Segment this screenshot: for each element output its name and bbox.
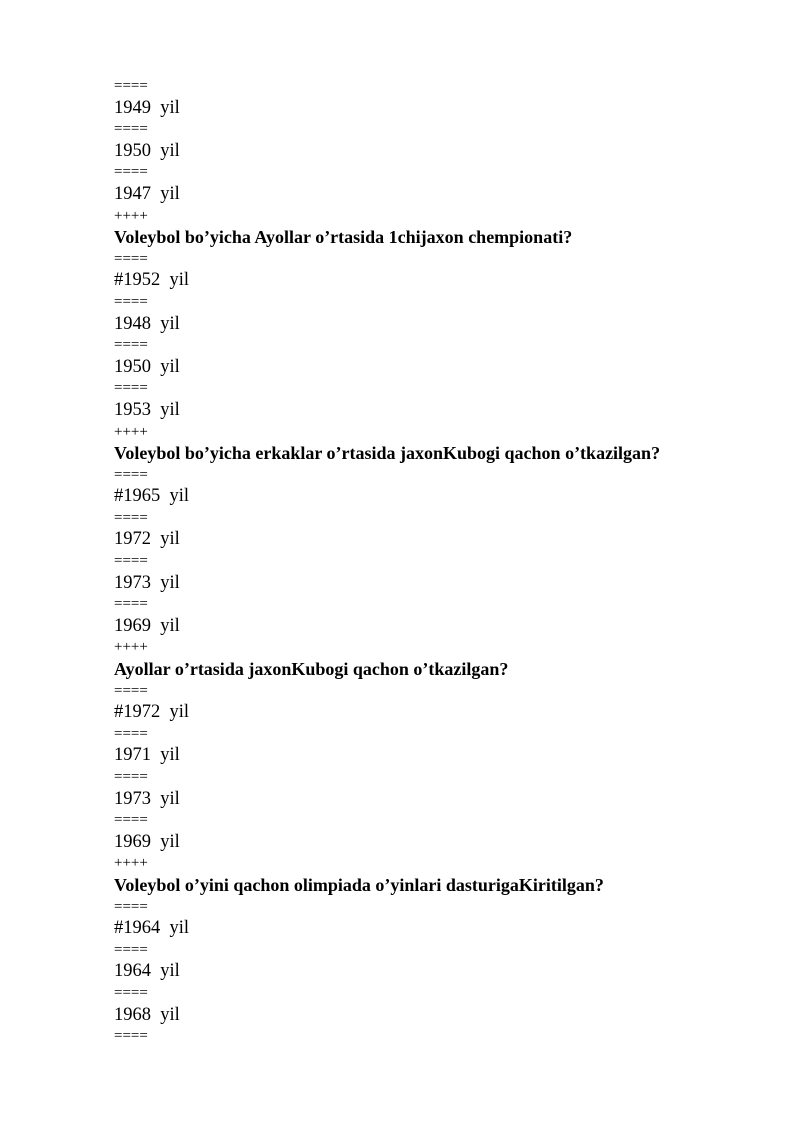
option-separator: ====	[114, 337, 148, 354]
option-separator: ====	[114, 898, 148, 915]
option-separator: ====	[114, 553, 148, 570]
option-separator: ====	[114, 509, 148, 526]
option-separator: ====	[114, 984, 148, 1001]
answer-option: 1972 yil	[114, 529, 180, 550]
answer-option: 1947 yil	[114, 183, 180, 204]
answer-option: #1972 yil	[114, 702, 190, 723]
option-separator: ====	[114, 121, 148, 138]
option-separator: ====	[114, 596, 148, 613]
answer-option: 1949 yil	[114, 97, 180, 118]
option-separator: ====	[114, 682, 148, 699]
answer-option: 1950 yil	[114, 356, 180, 377]
question-separator: ++++	[114, 855, 148, 872]
option-separator: ====	[114, 78, 148, 94]
answer-option: #1965 yil	[114, 486, 190, 507]
answer-option: 1969 yil	[114, 615, 180, 636]
option-separator: ====	[114, 725, 148, 742]
answer-option: #1952 yil	[114, 270, 190, 291]
option-separator: ====	[114, 769, 148, 785]
question-text: Ayollar o’rtasida jaxonKubogi qachon o’tkazilgan?	[114, 659, 509, 680]
question-separator: ++++	[114, 207, 148, 224]
option-separator: ====	[114, 466, 148, 483]
question-separator: ++++	[114, 423, 148, 440]
question-text: Voleybol o’yini qachon olimpiada o’yinlari dasturigaKiritilgan?	[114, 874, 604, 895]
option-separator: ====	[114, 380, 148, 397]
question-text: Voleybol bo’yicha Ayollar o’rtasida 1chijaxon chempionati?	[114, 227, 573, 248]
answer-option: 1953 yil	[114, 399, 180, 420]
option-separator: ====	[114, 250, 148, 267]
option-separator: ====	[114, 293, 148, 310]
answer-option: 1973 yil	[114, 788, 180, 809]
document-page	[114, 76, 754, 1048]
question-separator: ++++	[114, 639, 148, 656]
answer-option: #1964 yil	[114, 918, 190, 939]
answer-option: 1971 yil	[114, 745, 180, 766]
question-text: Voleybol bo’yicha erkaklar o’rtasida jaxonKubogi qachon o’tkazilgan?	[114, 443, 661, 464]
option-separator: ====	[114, 1028, 148, 1045]
answer-option: 1968 yil	[114, 1004, 180, 1025]
option-separator: ====	[114, 941, 148, 958]
answer-option: 1969 yil	[114, 831, 180, 852]
answer-option: 1973 yil	[114, 572, 180, 593]
answer-option: 1950 yil	[114, 140, 180, 161]
answer-option: 1964 yil	[114, 961, 180, 982]
answer-option: 1948 yil	[114, 313, 180, 334]
option-separator: ====	[114, 164, 148, 181]
option-separator: ====	[114, 812, 148, 829]
